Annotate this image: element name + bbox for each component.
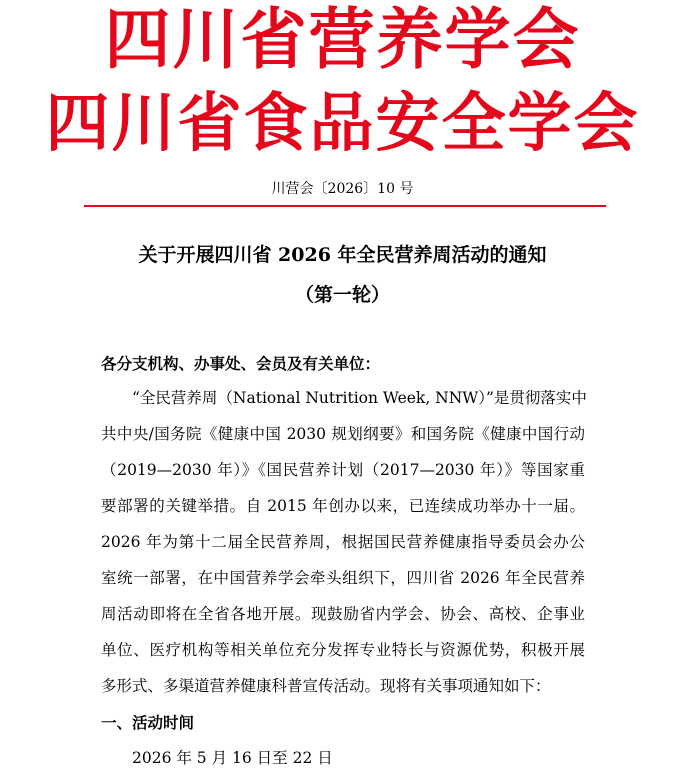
paragraph-line: 共中央/国务院《健康中国 2030 规划纲要》和国务院《健康中国行动 bbox=[101, 425, 585, 443]
paragraph-line: 多形式、多渠道营养健康科普宣传活动。现将有关事项通知如下： bbox=[101, 677, 551, 695]
paragraph-line: 2026 年为第十二届全民营养周，根据国民营养健康指导委员会办公 bbox=[101, 533, 585, 551]
paragraph-line: 周活动即将在全省各地开展。现鼓励省内学会、协会、高校、企事业 bbox=[101, 605, 585, 623]
section-heading-activity-time: 一、活动时间 bbox=[101, 713, 195, 732]
paragraph-line: （2019—2030 年）》《国民营养计划（2017—2030 年）》等国家重 bbox=[101, 461, 585, 479]
paragraph-line: “全民营养周（National Nutrition Week, NNW）”是贯彻落实中 bbox=[132, 389, 587, 407]
org-name-food-safety-society: 四川省食品安全学会 bbox=[45, 87, 640, 161]
salutation: 各分支机构、办事处、会员及有关单位： bbox=[101, 354, 381, 373]
paragraph-line: 室统一部署，在中国营养学会牵头组织下，四川省 2026 年全民营养 bbox=[101, 569, 585, 587]
paragraph-line: 单位、医疗机构等相关单位充分发挥专业特长与资源优势，积极开展 bbox=[101, 641, 585, 659]
notice-subtitle: （第一轮） bbox=[294, 284, 390, 306]
org-name-nutrition-society: 四川省营养学会 bbox=[104, 1, 581, 78]
paragraph-line: 要部署的关键举措。自 2015 年创办以来，已连续成功举办十一届。 bbox=[101, 497, 585, 515]
document-number: 川营会〔2026〕10 号 bbox=[271, 181, 414, 197]
activity-dates: 2026 年 5 月 16 日至 22 日 bbox=[132, 749, 333, 767]
notice-title: 关于开展四川省 2026 年全民营养周活动的通知 bbox=[138, 244, 547, 266]
red-header-divider bbox=[84, 205, 606, 207]
